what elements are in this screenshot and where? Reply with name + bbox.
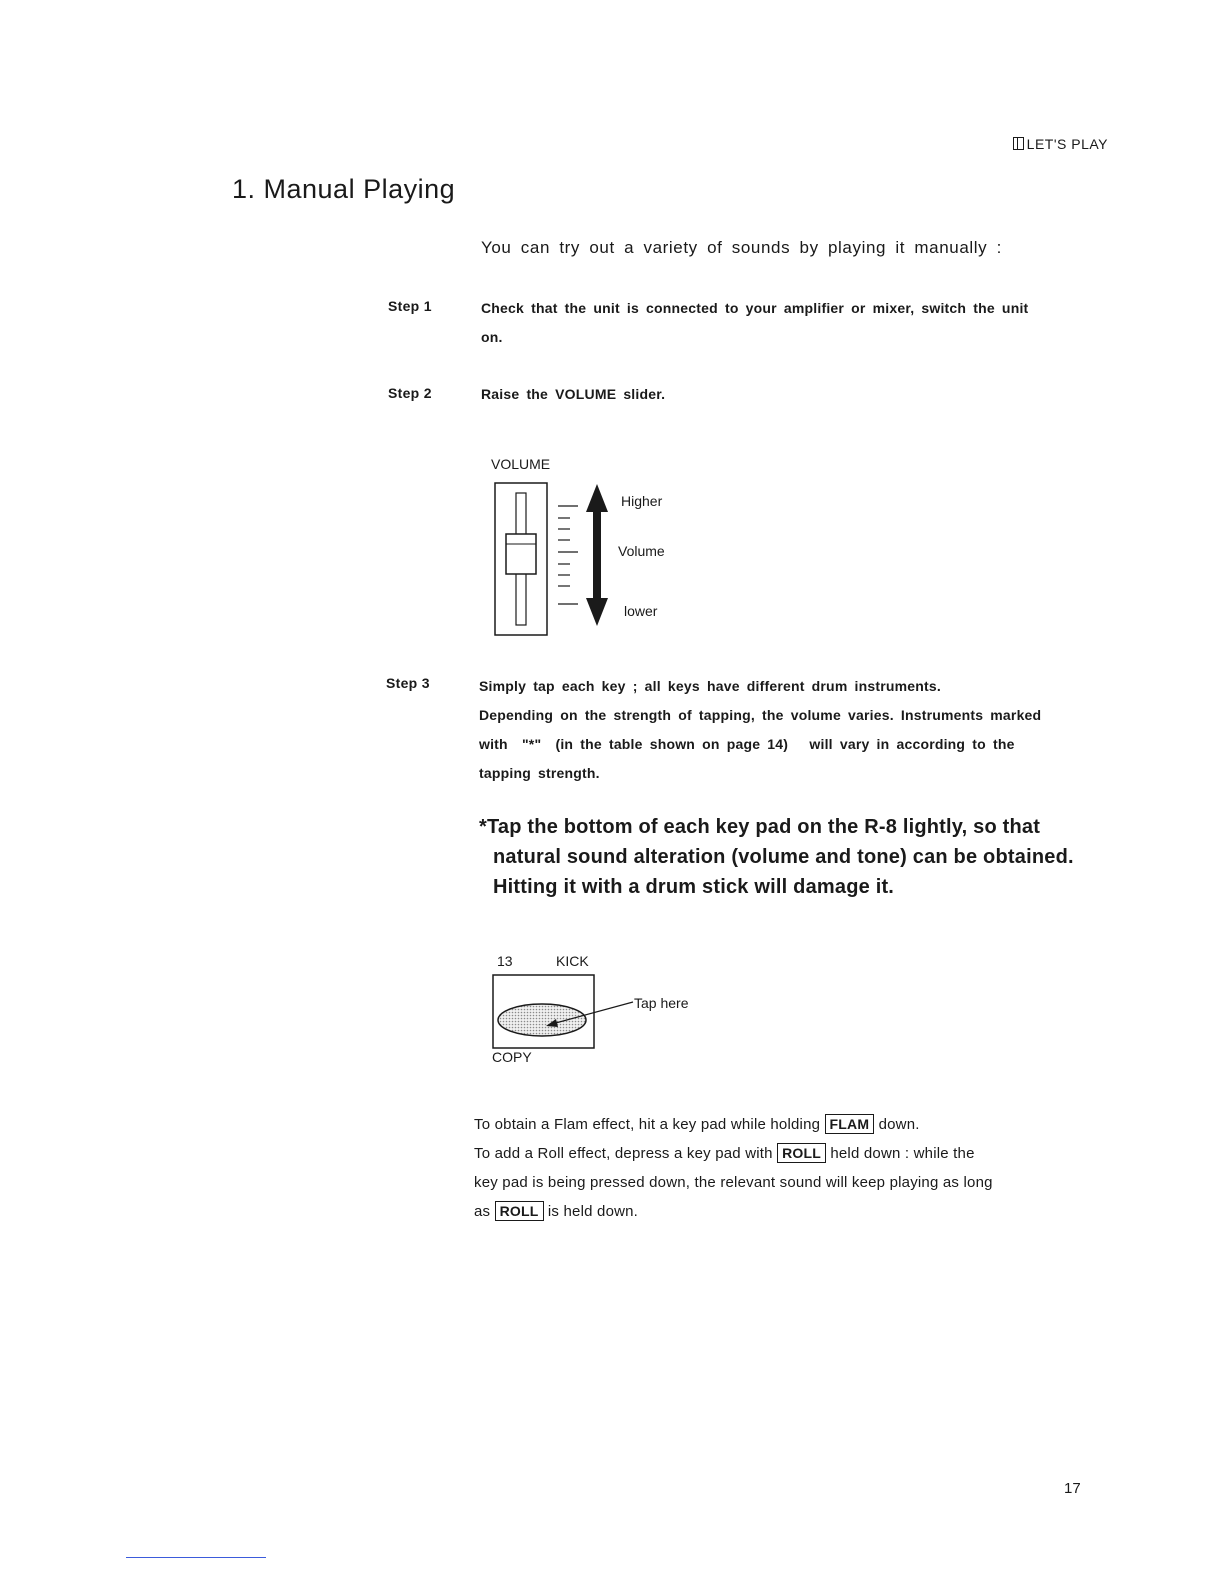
step-3-text <box>479 672 1109 788</box>
volume-arrow-icon <box>584 484 610 626</box>
volume-lower-label: lower <box>624 603 658 619</box>
volume-figure-title: VOLUME <box>491 456 551 472</box>
key-pad-tap-area <box>498 1004 586 1036</box>
body-line-4: as ROLL is held down. <box>474 1203 639 1220</box>
body-line-2: To add a Roll effect, depress a key pad with ROLL held down : while the <box>474 1145 975 1162</box>
flam-button-label: FLAM <box>825 1114 875 1134</box>
page-number: 17 <box>1064 1480 1081 1497</box>
warning-line-1: *Tap the bottom of each key pad on the R-8 lightly, so that <box>479 816 1041 838</box>
step-3-line-4: tapping strength. <box>479 765 600 781</box>
step-3-label: Step 3 <box>386 675 430 691</box>
slider-knob <box>506 534 536 574</box>
slider-scale-ticks <box>558 506 578 604</box>
warning-note <box>479 812 1119 902</box>
intro-text: You can try out a variety of sounds by playing it manually : <box>481 238 1002 257</box>
step-1-label: Step 1 <box>388 298 432 314</box>
step-2-text: Raise the VOLUME slider. <box>481 386 666 402</box>
step-3-line-2: Depending on the strength of tapping, the volume varies. Instruments marked <box>479 707 1042 723</box>
pad-name-label: KICK <box>556 953 589 969</box>
volume-higher-label: Higher <box>621 493 663 509</box>
key-pad-diagram <box>490 972 640 1054</box>
step-2-label: Step 2 <box>388 385 432 401</box>
page-title: 1. Manual Playing <box>232 174 456 204</box>
body-line-3: key pad is being pressed down, the relevant sound will keep playing as long <box>474 1174 993 1191</box>
step-3-line-1: Simply tap each key ; all keys have different drum instruments. <box>479 678 941 694</box>
section-marker-icon <box>1013 137 1024 150</box>
pad-number-label: 13 <box>497 953 513 969</box>
flam-roll-instructions <box>474 1110 1106 1226</box>
volume-volume-label: Volume <box>618 543 665 559</box>
step-3-line-3: with "*" (in the table shown on page 14) will vary in according to the <box>479 736 1015 752</box>
step-1-text <box>481 294 1111 352</box>
copy-label: COPY <box>492 1049 532 1065</box>
footer-divider <box>126 1557 266 1558</box>
roll-button-label-2: ROLL <box>495 1201 544 1221</box>
section-header <box>1013 136 1108 152</box>
warning-line-3: Hitting it with a drum stick will damage it. <box>493 876 895 898</box>
tap-here-label: Tap here <box>634 995 689 1011</box>
body-line-1: To obtain a Flam effect, hit a key pad while holding FLAM down. <box>474 1116 920 1133</box>
step-1-line-2: on. <box>481 329 503 345</box>
section-label: LET'S PLAY <box>1026 136 1108 152</box>
warning-line-2: natural sound alteration (volume and tone) can be obtained. <box>493 846 1074 868</box>
roll-button-label: ROLL <box>777 1143 826 1163</box>
step-1-line-1: Check that the unit is connected to your amplifier or mixer, switch the unit <box>481 300 1029 316</box>
